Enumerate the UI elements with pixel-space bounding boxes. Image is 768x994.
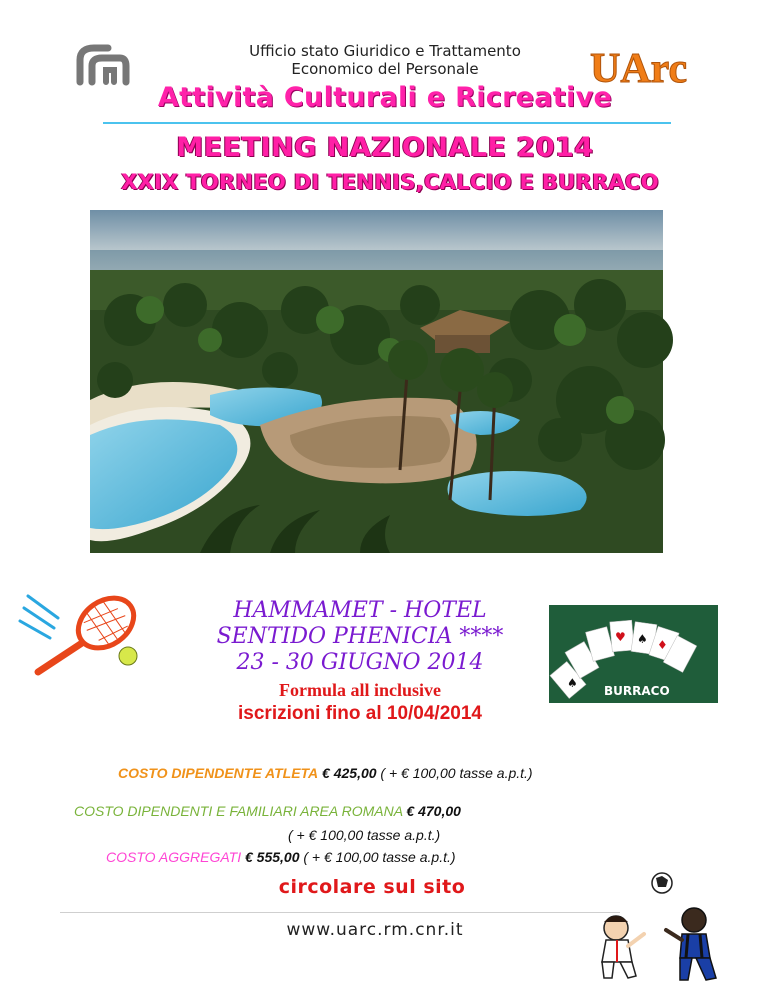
cost-athlete-price: € 425,00 [322,765,377,781]
formula-text: Formula all inclusive [279,680,441,700]
cnr-logo [72,42,132,90]
resort-pool-photo [90,210,663,553]
header-divider [103,122,671,124]
cost-athlete-tax: ( + € 100,00 tasse a.p.t.) [376,765,533,781]
cost-rome-price: € 470,00 [406,803,461,819]
event-dates: 23 - 30 GIUGNO 2014 [236,650,484,675]
cost-athlete [118,765,533,781]
svg-text:♠: ♠ [637,632,648,646]
website-link[interactable]: www.uarc.rm.cnr.it [286,920,464,940]
cost-aggregate-price: € 555,00 [244,849,300,865]
cost-aggregate [106,849,456,865]
cost-rome-tax: ( + € 100,00 tasse a.p.t.) [288,827,441,843]
event-title: MEETING NAZIONALE 2014 [176,132,594,163]
cost-rome [74,803,461,819]
circolare-link[interactable]: circolare sul sito [278,876,466,898]
hotel-location: HAMMAMET - HOTEL [233,598,487,623]
cost-aggregate-label: COSTO AGGREGATI [106,849,242,865]
soccer-players-clipart [592,870,722,985]
office-line-1: Ufficio stato Giuridico e Trattamento [249,42,521,60]
svg-text:♠: ♠ [567,676,578,690]
event-subtitle: XXIX TORNEO DI TENNIS,CALCIO E BURRACO [121,170,659,194]
header-title: Attività Culturali e Ricreative [157,82,613,113]
hotel-name: SENTIDO PHENICIA **** [216,624,504,649]
svg-text:UArc: UArc [590,46,688,92]
footer-divider [60,912,620,913]
svg-text:BURRACO: BURRACO [604,684,670,698]
svg-text:♥: ♥ [615,630,626,644]
tennis-racket-icon [10,588,140,678]
cost-aggregate-tax: ( + € 100,00 tasse a.p.t.) [299,849,456,865]
burraco-cards-image [549,605,718,703]
svg-text:♦: ♦ [657,638,668,652]
registration-deadline: iscrizioni fino al 10/04/2014 [238,703,482,724]
cost-rome-label: COSTO DIPENDENTI E FAMILIARI AREA ROMANA [74,803,403,819]
office-line-2: Economico del Personale [291,60,479,78]
cost-athlete-label: COSTO DIPENDENTE ATLETA [118,765,319,781]
